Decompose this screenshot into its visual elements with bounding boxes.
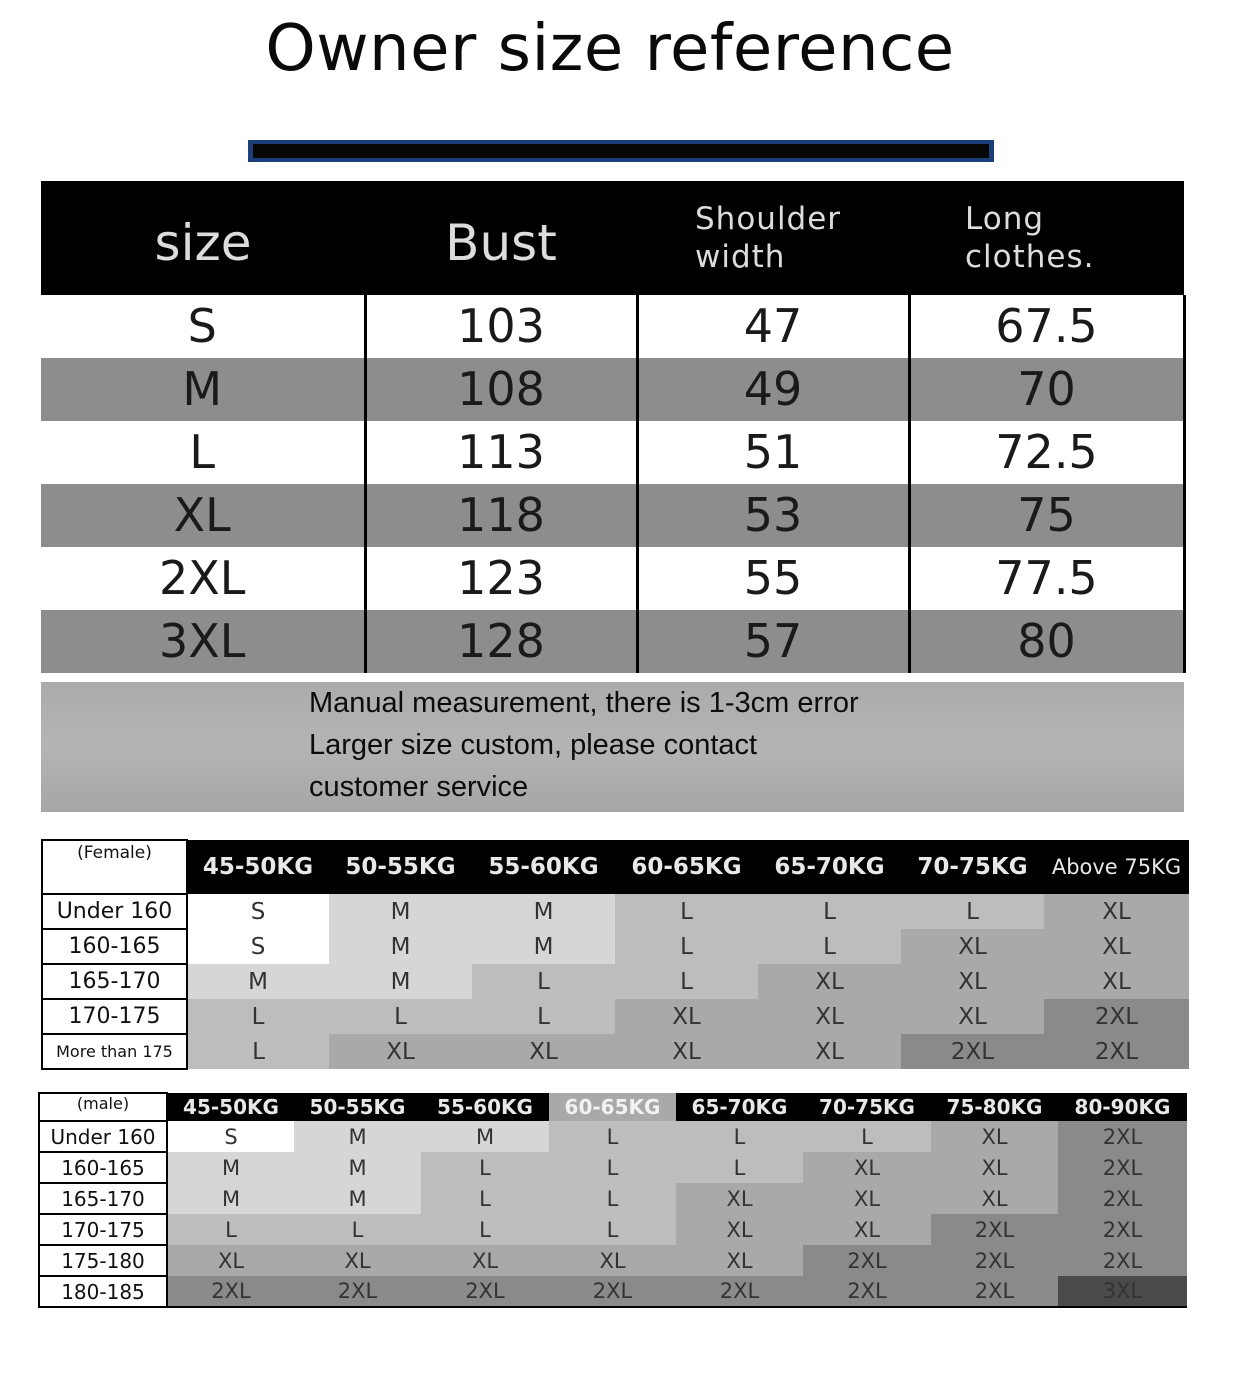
male-size-cell: XL [931, 1152, 1058, 1183]
length-cell: 75 [909, 484, 1184, 547]
length-cell: 67.5 [909, 295, 1184, 358]
male-height-label: 165-170 [39, 1183, 167, 1214]
female-size-cell: XL [472, 1034, 615, 1069]
female-size-cell: XL [1044, 929, 1189, 964]
male-size-cell: XL [931, 1183, 1058, 1214]
female-size-cell: XL [1044, 894, 1189, 929]
male-height-label: 175-180 [39, 1245, 167, 1276]
table-row [39, 1152, 1187, 1183]
female-size-cell: L [472, 964, 615, 999]
female-size-cell: 2XL [901, 1034, 1044, 1069]
table-row [41, 358, 1184, 421]
female-weight-header: 70-75KG [901, 840, 1044, 894]
size-table-header [41, 181, 1184, 295]
male-size-cell: L [421, 1214, 549, 1245]
female-size-cell: L [758, 894, 901, 929]
female-size-chart [41, 839, 1190, 1070]
male-size-cell: XL [294, 1245, 421, 1276]
table-row [39, 1276, 1187, 1307]
male-chart-header [39, 1093, 1187, 1121]
male-size-cell: 2XL [931, 1276, 1058, 1307]
female-size-cell: S [187, 894, 329, 929]
female-size-cell: L [615, 929, 758, 964]
header-shoulder-width-text: Shoulder width [695, 201, 842, 275]
table-row [42, 1034, 1189, 1069]
table-row [41, 547, 1184, 610]
male-height-label: 180-185 [39, 1276, 167, 1307]
male-size-cell: L [549, 1152, 676, 1183]
table-row [39, 1121, 1187, 1152]
female-weight-header: 55-60KG [472, 840, 615, 894]
male-size-cell: XL [549, 1245, 676, 1276]
size-cell: L [41, 421, 365, 484]
male-height-label: 170-175 [39, 1214, 167, 1245]
male-size-cell: 2XL [167, 1276, 294, 1307]
table-row [41, 295, 1184, 358]
male-size-cell: 2XL [421, 1276, 549, 1307]
bust-cell: 123 [365, 547, 637, 610]
male-size-chart [38, 1092, 1187, 1308]
male-size-cell: XL [676, 1183, 803, 1214]
header-bust: Bust [365, 181, 637, 295]
female-size-cell: XL [758, 964, 901, 999]
female-size-cell: L [615, 894, 758, 929]
male-size-cell: XL [421, 1245, 549, 1276]
female-size-cell: M [472, 929, 615, 964]
male-size-cell: 2XL [549, 1276, 676, 1307]
male-weight-header: 45-50KG [167, 1093, 294, 1121]
measurement-notice [41, 682, 1184, 812]
male-size-cell: XL [167, 1245, 294, 1276]
male-weight-header: 60-65KG [549, 1093, 676, 1121]
bust-cell: 113 [365, 421, 637, 484]
length-cell: 80 [909, 610, 1184, 673]
female-size-cell: L [329, 999, 472, 1034]
length-cell: 72.5 [909, 421, 1184, 484]
notice-text [309, 682, 1169, 808]
female-size-cell: XL [1044, 964, 1189, 999]
female-size-cell: M [329, 894, 472, 929]
table-row [42, 999, 1189, 1034]
male-size-cell: XL [803, 1152, 931, 1183]
table-row [39, 1214, 1187, 1245]
female-size-cell: L [187, 1034, 329, 1069]
male-size-cell: XL [931, 1121, 1058, 1152]
table-row [39, 1183, 1187, 1214]
female-height-label: 170-175 [42, 999, 187, 1034]
female-size-cell: XL [901, 964, 1044, 999]
male-size-cell: M [167, 1183, 294, 1214]
male-size-cell: L [676, 1121, 803, 1152]
male-size-cell: L [549, 1183, 676, 1214]
size-measurement-table [41, 181, 1186, 673]
shoulder-cell: 49 [637, 358, 909, 421]
male-weight-header: 75-80KG [931, 1093, 1058, 1121]
male-size-cell: L [167, 1214, 294, 1245]
male-weight-header: 80-90KG [1058, 1093, 1187, 1121]
female-size-cell: 2XL [1044, 999, 1189, 1034]
female-size-cell: XL [901, 999, 1044, 1034]
male-size-cell: M [294, 1152, 421, 1183]
male-size-cell: M [294, 1121, 421, 1152]
shoulder-cell: 57 [637, 610, 909, 673]
female-size-cell: XL [758, 999, 901, 1034]
female-chart-label: (Female) [42, 840, 187, 894]
size-cell: S [41, 295, 365, 358]
male-size-cell: 2XL [676, 1276, 803, 1307]
bust-cell: 128 [365, 610, 637, 673]
length-cell: 77.5 [909, 547, 1184, 610]
female-size-cell: XL [901, 929, 1044, 964]
table-row [41, 484, 1184, 547]
female-height-label: Under 160 [42, 894, 187, 929]
male-size-cell: L [676, 1152, 803, 1183]
male-size-cell: 3XL [1058, 1276, 1187, 1307]
table-row [42, 894, 1189, 929]
female-chart-header [42, 840, 1189, 894]
header-size: size [41, 181, 365, 295]
male-size-cell: L [803, 1121, 931, 1152]
female-size-cell: S [187, 929, 329, 964]
notice-line-1: Manual measurement, there is 1-3cm error [309, 687, 859, 719]
male-size-cell: 2XL [1058, 1183, 1187, 1214]
shoulder-cell: 51 [637, 421, 909, 484]
male-height-label: 160-165 [39, 1152, 167, 1183]
size-cell: 3XL [41, 610, 365, 673]
shoulder-cell: 55 [637, 547, 909, 610]
table-row [39, 1245, 1187, 1276]
male-size-cell: L [421, 1183, 549, 1214]
female-weight-header: 65-70KG [758, 840, 901, 894]
male-weight-header: 55-60KG [421, 1093, 549, 1121]
header-long-clothes [909, 181, 1184, 295]
male-size-cell: 2XL [803, 1276, 931, 1307]
male-size-cell: L [294, 1214, 421, 1245]
female-height-label: More than 175 [42, 1034, 187, 1069]
female-size-cell: XL [615, 999, 758, 1034]
size-cell: M [41, 358, 365, 421]
female-size-cell: L [187, 999, 329, 1034]
header-shoulder-width [637, 181, 909, 295]
table-row [42, 929, 1189, 964]
table-row [42, 964, 1189, 999]
male-size-cell: L [421, 1152, 549, 1183]
female-weight-header: 45-50KG [187, 840, 329, 894]
male-size-cell: XL [676, 1214, 803, 1245]
female-height-label: 165-170 [42, 964, 187, 999]
male-weight-header: 65-70KG [676, 1093, 803, 1121]
female-size-cell: L [901, 894, 1044, 929]
male-size-cell: S [167, 1121, 294, 1152]
female-size-cell: M [472, 894, 615, 929]
male-size-cell: 2XL [1058, 1214, 1187, 1245]
size-cell: 2XL [41, 547, 365, 610]
male-size-cell: M [167, 1152, 294, 1183]
male-size-cell: 2XL [294, 1276, 421, 1307]
male-size-cell: L [549, 1121, 676, 1152]
male-size-cell: 2XL [931, 1245, 1058, 1276]
female-size-cell: XL [329, 1034, 472, 1069]
female-weight-header: 50-55KG [329, 840, 472, 894]
male-weight-header: 70-75KG [803, 1093, 931, 1121]
page-title: Owner size reference [265, 12, 955, 86]
female-size-cell: L [758, 929, 901, 964]
male-height-label: Under 160 [39, 1121, 167, 1152]
length-cell: 70 [909, 358, 1184, 421]
female-size-cell: L [472, 999, 615, 1034]
female-height-label: 160-165 [42, 929, 187, 964]
female-weight-header: 60-65KG [615, 840, 758, 894]
female-size-cell: XL [615, 1034, 758, 1069]
notice-line-2: Larger size custom, please contact [309, 729, 758, 761]
male-chart-label: (male) [39, 1093, 167, 1121]
bust-cell: 103 [365, 295, 637, 358]
bust-cell: 118 [365, 484, 637, 547]
male-size-cell: 2XL [1058, 1121, 1187, 1152]
female-weight-header: Above 75KG [1044, 840, 1189, 894]
female-size-cell: M [329, 929, 472, 964]
male-size-cell: 2XL [1058, 1245, 1187, 1276]
male-size-cell: L [549, 1214, 676, 1245]
notice-line-3: customer service [309, 771, 529, 803]
male-size-cell: 2XL [803, 1245, 931, 1276]
bust-cell: 108 [365, 358, 637, 421]
male-size-cell: XL [676, 1245, 803, 1276]
female-size-cell: M [187, 964, 329, 999]
header-long-clothes-text: Long clothes. [965, 201, 1095, 275]
title-divider [248, 140, 994, 162]
male-size-cell: 2XL [931, 1214, 1058, 1245]
shoulder-cell: 53 [637, 484, 909, 547]
female-size-cell: XL [758, 1034, 901, 1069]
table-row [41, 421, 1184, 484]
female-size-cell: M [329, 964, 472, 999]
male-weight-header: 50-55KG [294, 1093, 421, 1121]
male-size-cell: 2XL [1058, 1152, 1187, 1183]
table-row [41, 610, 1184, 673]
shoulder-cell: 47 [637, 295, 909, 358]
male-size-cell: XL [803, 1183, 931, 1214]
female-size-cell: 2XL [1044, 1034, 1189, 1069]
size-cell: XL [41, 484, 365, 547]
title-divider-bar [253, 144, 989, 158]
male-size-cell: M [421, 1121, 549, 1152]
male-size-cell: M [294, 1183, 421, 1214]
male-size-cell: XL [803, 1214, 931, 1245]
female-size-cell: L [615, 964, 758, 999]
